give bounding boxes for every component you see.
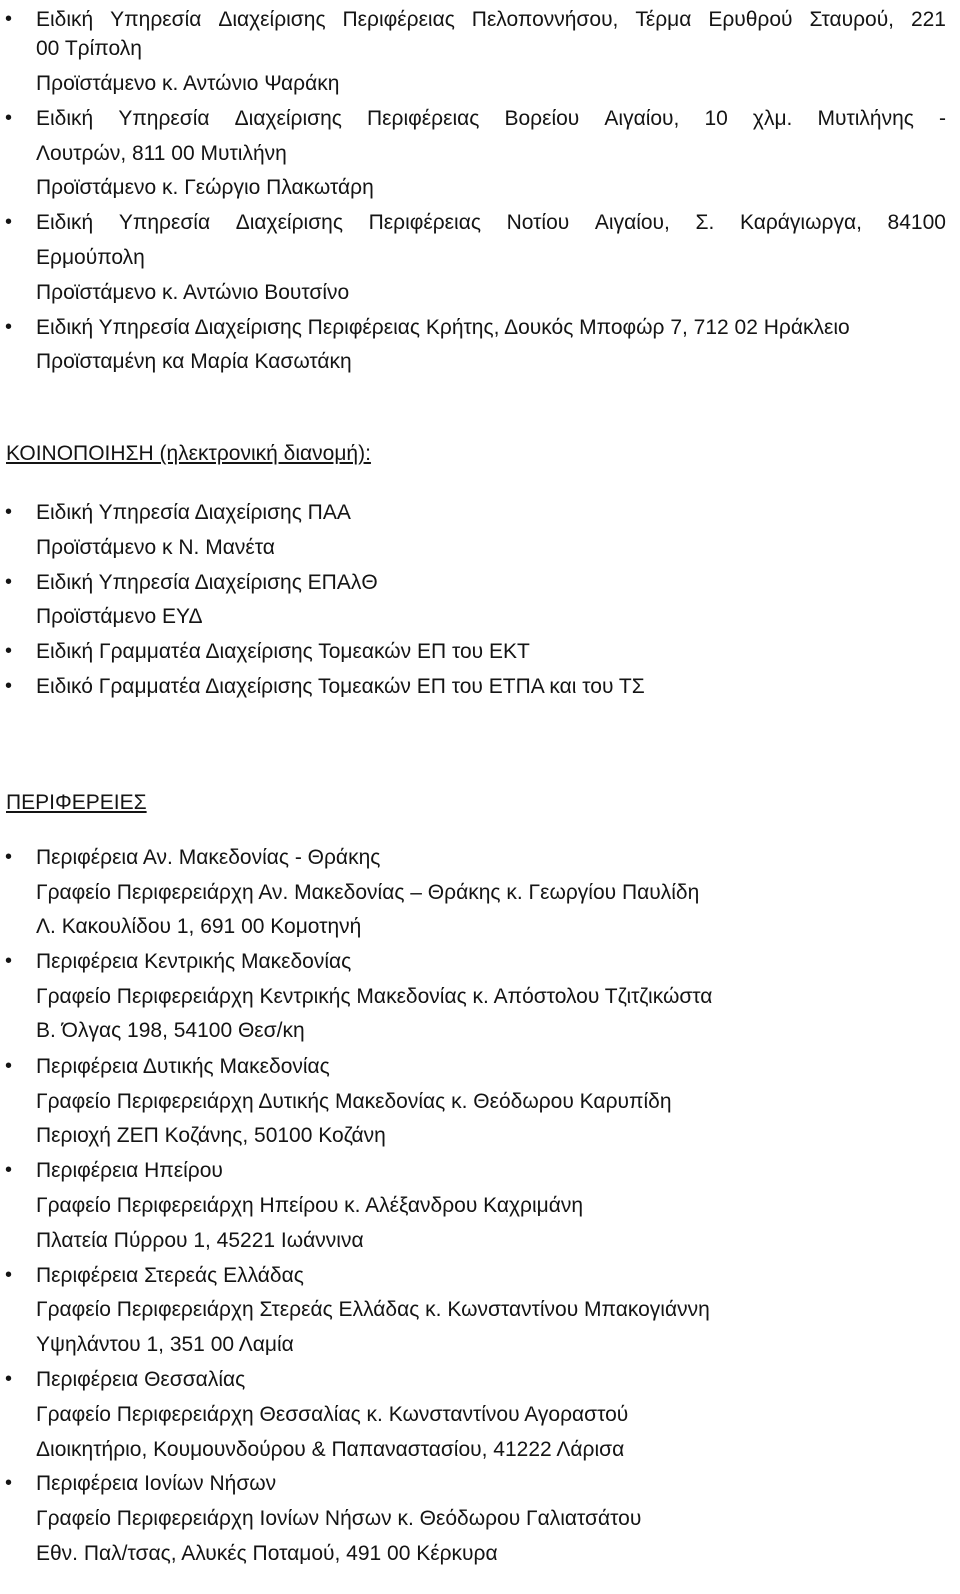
region-address: Υψηλάντου 1, 351 00 Λαμία [36, 1333, 294, 1356]
region-address: Πλατεία Πύρρου 1, 45221 Ιωάννινα [36, 1229, 364, 1252]
word: Ερυθρού [708, 8, 793, 31]
region-name: • Περιφέρεια Ιονίων Νήσων [36, 1466, 946, 1501]
region-office: Γραφείο Περιφερειάρχη Ηπείρου κ. Αλέξανδρου Καχριμάνη [36, 1194, 584, 1217]
word: Σ. [695, 211, 715, 234]
region-name: • Περιφέρεια Κεντρικής Μακεδονίας [36, 944, 946, 979]
list-item-kriti: • Ειδική Υπηρεσία Διαχείρισης Περιφέρειας Κρήτης, Δουκός Μποφώρ 7, 712 02 Ηράκλειο [36, 310, 946, 345]
section-heading-perifereies: ΠΕΡΙΦΕΡΕΙΕΣ [6, 791, 147, 814]
region-office: Γραφείο Περιφερειάρχη Δυτικής Μακεδονίας κ. Θεόδωρου Καρυπίδη [36, 1090, 672, 1113]
word: 10 [704, 107, 728, 130]
list-item: • Ειδική Υπηρεσία Διαχείρισης ΕΠΑλΘ [36, 565, 946, 600]
region-address: Εθν. Παλ/τσας, Αλυκές Ποταμού, 491 00 Κέρκυρα [36, 1542, 498, 1565]
manager-line: Προϊστάμενο ΕΥΔ [36, 605, 203, 628]
word: Διαχείρισης [234, 107, 342, 130]
word: • Ειδική [36, 107, 94, 130]
word: Σταυρού, [809, 8, 895, 31]
manager-line: Προϊστάμενο κ. Αντώνιο Βουτσίνο [36, 281, 350, 304]
word: Υπηρεσία [118, 211, 211, 234]
region-name: • Περιφέρεια Αν. Μακεδονίας - Θράκης [36, 840, 946, 875]
region-office: Γραφείο Περιφερειάρχη Στερεάς Ελλάδας κ. Κωνσταντίνου Μπακογιάννη [36, 1298, 710, 1321]
address-line: 00 Τρίπολη [36, 37, 142, 60]
word: Περιφέρειας [342, 8, 455, 31]
word: Πελοποννήσου, [471, 8, 619, 31]
word: χλμ. [752, 107, 793, 130]
region-name: • Περιφέρεια Δυτικής Μακεδονίας [36, 1049, 946, 1084]
word: 84100 [887, 211, 946, 234]
section-heading-koinopoiisi: ΚΟΙΝΟΠΟΙΗΣΗ (ηλεκτρονική διανομή): [6, 442, 371, 465]
word: Βορείου [504, 107, 580, 130]
manager-line: Προϊστάμενο κ. Αντώνιο Ψαράκη [36, 72, 340, 95]
region-name: • Περιφέρεια Θεσσαλίας [36, 1362, 946, 1397]
word: Τέρμα [635, 8, 692, 31]
list-item: • Ειδική Υπηρεσία Διαχείρισης ΠΑΑ [36, 495, 946, 530]
word: Περιφέρειας [368, 211, 481, 234]
word: • Ειδική [36, 211, 94, 234]
region-address: Διοικητήριο, Κουμουνδούρου & Παπαναστασίου, 41222 Λάρισα [36, 1438, 625, 1461]
manager-line: Προϊστάμενο κ. Γεώργιο Πλακωτάρη [36, 176, 374, 199]
region-name: • Περιφέρεια Ηπείρου [36, 1153, 946, 1188]
list-item: • Ειδική Γραμματέα Διαχείρισης Τομεακών ΕΠ του ΕΚΤ [36, 634, 946, 669]
region-name: • Περιφέρεια Στερεάς Ελλάδας [36, 1258, 946, 1293]
word: Υπηρεσία [110, 8, 202, 31]
word: Αιγαίου, [594, 211, 670, 234]
manager-line: Προϊστάμενο κ Ν. Μανέτα [36, 536, 275, 559]
word: • Ειδική [36, 8, 94, 31]
region-office: Γραφείο Περιφερειάρχη Ιονίων Νήσων κ. Θεόδωρου Γαλιατσάτου [36, 1507, 642, 1530]
list-item-notio-aigaio [36, 205, 946, 240]
word: Νοτίου [506, 211, 570, 234]
word: Διαχείρισης [218, 8, 326, 31]
word: Καράγιωργα, [739, 211, 862, 234]
manager-line: Προϊσταμένη κα Μαρία Κασωτάκη [36, 350, 352, 373]
word: Περιφέρειας [367, 107, 480, 130]
address-line: Λουτρών, 811 00 Μυτιλήνη [36, 142, 287, 165]
word: Διαχείρισης [235, 211, 343, 234]
region-address: Περιοχή ΖΕΠ Κοζάνης, 50100 Κοζάνη [36, 1124, 386, 1147]
list-item: • Ειδικό Γραμματέα Διαχείρισης Τομεακών ΕΠ του ΕΤΠΑ και του ΤΣ [36, 669, 946, 704]
word: 221 [910, 8, 946, 31]
word: Μυτιλήνης [817, 107, 914, 130]
list-item-voreio-aigaio [36, 101, 946, 136]
region-office: Γραφείο Περιφερειάρχη Θεσσαλίας κ. Κωνσταντίνου Αγοραστού [36, 1403, 629, 1426]
word: Υπηρεσία [118, 107, 210, 130]
word: - [939, 107, 946, 130]
region-address: Β. Όλγας 198, 54100 Θεσ/κη [36, 1019, 305, 1042]
address-line: Ερμούπολη [36, 246, 145, 269]
region-office: Γραφείο Περιφερειάρχη Αν. Μακεδονίας – Θράκης κ. Γεωργίου Παυλίδη [36, 881, 700, 904]
word: Αιγαίου, [604, 107, 680, 130]
region-address: Λ. Κακουλίδου 1, 691 00 Κομοτηνή [36, 915, 362, 938]
region-office: Γραφείο Περιφερειάρχη Κεντρικής Μακεδονίας κ. Απόστολου Τζιτζικώστα [36, 985, 713, 1008]
